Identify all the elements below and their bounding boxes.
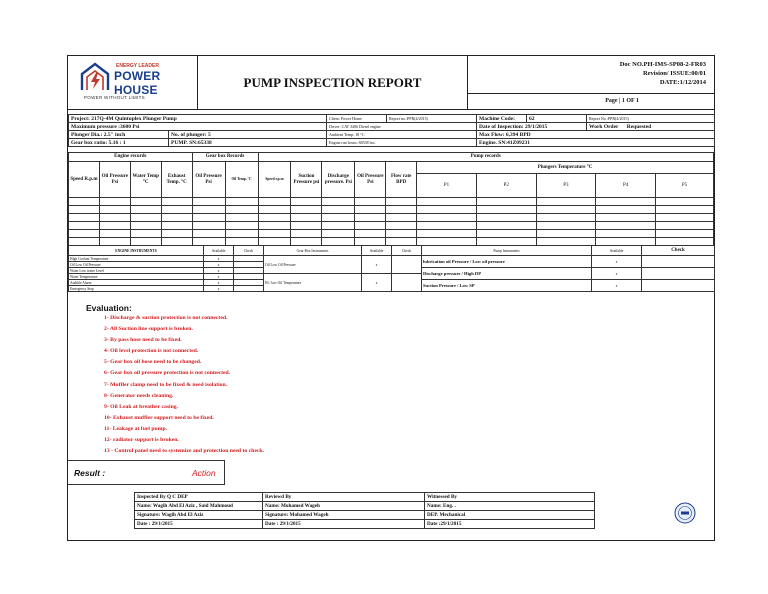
doc-date: DATE:1/12/2014 xyxy=(659,79,706,86)
result-label: Result : xyxy=(74,468,106,478)
company-logo xyxy=(68,56,198,110)
pump-records-header: Pump records xyxy=(258,153,713,162)
water-temp-header: Water Temp °C xyxy=(130,162,161,198)
list-item: 10- Exhaust muffler support need to be fixed. xyxy=(104,414,214,421)
engine-instrument-item: Emergency Stop xyxy=(69,286,204,292)
inspected-by-cell: Inspected By Q C DEP xyxy=(135,493,263,502)
evaluation-title: Evaluation: xyxy=(86,303,132,313)
inspector-names-cell: Name: Wagih Abd El Aziz , Said Mahmoud xyxy=(135,502,263,511)
instruments-table xyxy=(68,245,714,292)
check-cell[interactable] xyxy=(392,274,422,292)
reviewer-date-cell: Date : 29/1/2015 xyxy=(263,520,425,529)
list-item: 6- Gear box oil pressure protection is not connected. xyxy=(104,370,231,377)
gearbox-oil-pressure-header: Oil Pressure Psi xyxy=(192,162,225,198)
driver-cell: Driver: CAT 3406 Diesel engine xyxy=(327,123,477,131)
flow-rate-header: Flow rate BPD xyxy=(386,162,417,198)
engine-instrument-item: High Coolant Temperature xyxy=(69,256,204,262)
engine-available-header: Available xyxy=(204,246,234,256)
check-cell[interactable] xyxy=(642,268,715,280)
gear-ratio-cell: Gear box ratio: 5.16 : 1 xyxy=(69,139,169,147)
document-info xyxy=(468,56,714,110)
machine-code-value: 62 xyxy=(527,115,587,123)
project-cell: Project: 217Q-4M Quintuplex Plunger Pump xyxy=(69,115,327,123)
client-cell: Client: Power Home xyxy=(327,115,387,123)
max-pressure-cell: Maximum pressure :3600 Psi xyxy=(69,123,327,131)
table-row xyxy=(69,206,714,214)
table-row: Emergency Stop x xyxy=(69,286,715,292)
gearbox-oil-temperature: Hi / low Oil Temperature xyxy=(264,274,362,292)
exhaust-temp-header: Exhaust Temp. °C xyxy=(161,162,192,198)
table-row xyxy=(69,230,714,238)
doc-revision: Revision/ ISSUE:00/01 xyxy=(642,70,706,77)
table-row: High Coolant Temperature x Oil Low Oil Pressure x lubrication oil Pressure / Low oil pressure x xyxy=(69,256,715,262)
page-counter: Page | 1 OF 1 xyxy=(468,93,714,110)
plungers-temp-header: Plungers Temperature °C xyxy=(417,162,714,174)
engine-speed-header: Speed R.p.m xyxy=(69,162,100,198)
doc-number: Doc NO.PH-IMS-SP08-2-FR03 xyxy=(619,61,706,68)
house-bolt-icon xyxy=(80,62,114,92)
gearbox-instruments-header: Gear Box Instruments xyxy=(264,246,362,256)
check-cell[interactable] xyxy=(642,256,715,268)
list-item: 1- Discharge & suction protection is not connected. xyxy=(104,315,228,321)
engine-records-header: Engine records xyxy=(69,153,193,162)
table-row: Audible Alarm x Suction Pressure / Low SP x xyxy=(69,280,715,286)
list-item: 2- All Suction line support is broken. xyxy=(104,326,193,333)
logo-wordmark: POWER HOUSE xyxy=(114,69,161,97)
records-table xyxy=(68,152,714,246)
plunger-4-header: P4 xyxy=(596,174,656,198)
run-hours-cell: Engine run hours: 68338 hrs. xyxy=(327,139,477,147)
plunger-5-header: P5 xyxy=(656,174,714,198)
certification-seal-icon xyxy=(674,502,696,524)
inspector-date-cell: Date : 29/1/2015 xyxy=(135,520,263,529)
gearbox-available-header: Available xyxy=(362,246,392,256)
list-item: 13 - Control panel need to systemize and protection need to check. xyxy=(104,448,264,455)
engine-instrument-item: Audible Alarm xyxy=(69,280,204,286)
discharge-pressure-header: Discharge pressure. Psi xyxy=(322,162,355,198)
evaluation-list xyxy=(104,315,264,459)
pump-oil-pressure-header: Oil Pressure Psi xyxy=(355,162,386,198)
list-item: 5- Gear box oil hose need to be changed. xyxy=(104,359,202,366)
pump-lube-pressure: lubrication oil Pressure / Low oil pressure xyxy=(422,256,592,268)
gearbox-oil-temp-header: Oil Temp. °C xyxy=(225,162,258,198)
report-no-cell-2: Report No.:PPR(4/2015) xyxy=(587,115,715,123)
pump-speed-header: Speed r.p.m xyxy=(258,162,291,198)
reviewer-name-cell: Name: Mohamed Wageh xyxy=(263,502,425,511)
logo-tagline-top: ENERGY LEADER xyxy=(116,63,159,69)
witness-department-cell: DEP. Mechanical xyxy=(425,511,595,520)
list-item: 12- radiator support is broken. xyxy=(104,437,179,444)
engine-instrument-item: Water Low water Level xyxy=(69,268,204,274)
plunger-count-cell: No. of plunger: 5 xyxy=(169,131,327,139)
list-item: 3- By pass hose need to be fixed. xyxy=(104,337,182,344)
check-cell[interactable] xyxy=(392,256,422,274)
report-page xyxy=(67,55,715,541)
engine-instrument-item: Water Temperature xyxy=(69,274,204,280)
reviewed-by-cell: Reviewd By xyxy=(263,493,425,502)
engine-sn-cell: Engine. SN:41Z09231 xyxy=(477,139,715,147)
check-cell[interactable] xyxy=(234,286,264,292)
pump-sn-cell: PUMP. SN:65338 xyxy=(169,139,327,147)
report-no-cell: Report no.:PPR(4/2015) xyxy=(387,115,477,123)
pump-available-header: Available xyxy=(592,246,642,256)
result-value: Action xyxy=(192,468,216,478)
signature-table xyxy=(134,492,594,529)
gearbox-low-oil-pressure: Oil Low Oil Pressure xyxy=(264,256,362,274)
engine-check-header: Check xyxy=(234,246,264,256)
ambient-temp-cell: Ambient Temp: 18 °C xyxy=(327,131,477,139)
engine-instrument-item: Oil Low Oil Pressure xyxy=(69,262,204,268)
table-row xyxy=(69,214,714,222)
plunger-1-header: P1 xyxy=(417,174,477,198)
inspector-signature-cell: Signature: Wagih Abd El Aziz xyxy=(135,511,263,520)
table-row: Water Temperature x Hi / low Oil Temperature x xyxy=(69,274,715,280)
pump-check-header: Check xyxy=(642,246,715,256)
report-header xyxy=(68,56,714,110)
table-row xyxy=(69,198,714,206)
pump-info-grid xyxy=(68,114,714,147)
report-title: PUMP INSPECTION REPORT xyxy=(198,56,468,110)
plunger-3-header: P3 xyxy=(536,174,596,198)
plunger-dia-cell: Plunger Dia.: 2.5" inch xyxy=(69,131,169,139)
gearbox-records-header: Gear box Records xyxy=(192,153,258,162)
pump-discharge-pressure: Discharge pressure / High DP xyxy=(422,268,592,280)
witnessed-by-cell: Witnessed By xyxy=(425,493,595,502)
table-row xyxy=(69,222,714,230)
machine-code-label: Machine Code: xyxy=(477,115,527,123)
gearbox-check-header: Check xyxy=(392,246,422,256)
list-item: 9- Oil Leak at breather casing. xyxy=(104,403,179,410)
pump-suction-pressure: Suction Pressure / Low SP xyxy=(422,280,592,292)
result-box xyxy=(68,460,225,485)
witness-date-cell: Date :29/1/2015 xyxy=(425,520,595,529)
table-row: Oil Low Oil Pressure x xyxy=(69,262,715,268)
work-order-cell: Work Order Requested xyxy=(587,123,715,131)
pump-instruments-header: Pump Instruments xyxy=(422,246,592,256)
reviewer-signature-cell: Signature: Mohamed Wageh xyxy=(263,511,425,520)
check-cell[interactable] xyxy=(642,280,715,292)
list-item: 4- Oil level protection is not connected. xyxy=(104,348,199,355)
witness-name-cell: Name: Eng. . xyxy=(425,502,595,511)
plunger-2-header: P2 xyxy=(476,174,536,198)
inspection-date-cell: Date of Inspection: 29/1/2015 xyxy=(477,123,587,131)
list-item: 7- Muffler clamp need to be fixed & need isolation. xyxy=(104,381,228,388)
engine-instruments-header: ENGINE INSTRUMENTS xyxy=(69,246,204,256)
list-item: 8- Generator needs cleaning. xyxy=(104,392,174,399)
list-item: 11- Leakage at fuel pump. xyxy=(104,425,168,432)
suction-pressure-header: Suction Pressure psi xyxy=(291,162,322,198)
table-row: Water Low water Level x Discharge pressure / High DP x xyxy=(69,268,715,274)
engine-oil-pressure-header: Oil Pressure Psi xyxy=(99,162,130,198)
max-flow-cell: Max Flow: 6,394 BPD xyxy=(477,131,715,139)
logo-tagline-bottom: POWER WITHOUT LIMITS xyxy=(84,95,145,100)
